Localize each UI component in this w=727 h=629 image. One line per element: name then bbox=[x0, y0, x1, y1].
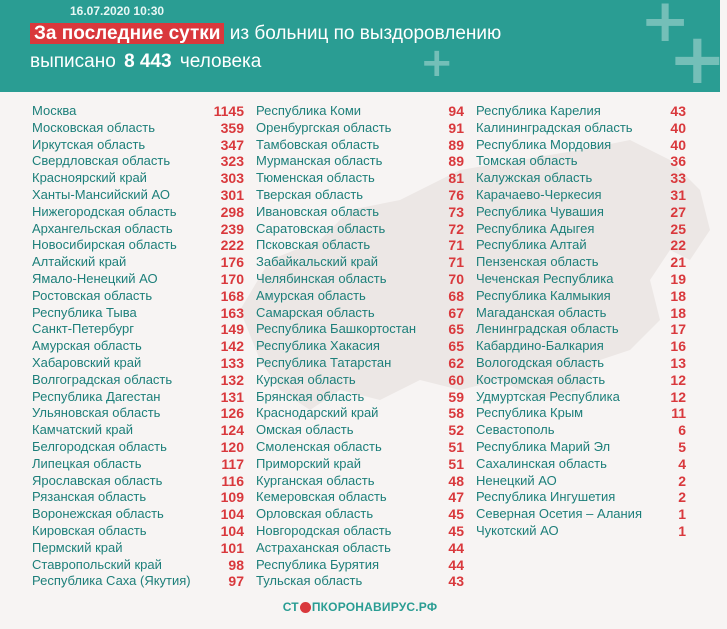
region-name: Новосибирская область bbox=[32, 237, 177, 253]
region-row bbox=[476, 456, 686, 473]
region-name: Ростовская область bbox=[32, 287, 153, 303]
region-row bbox=[256, 506, 464, 523]
region-row bbox=[32, 187, 244, 204]
region-row bbox=[256, 338, 464, 355]
region-value: 1 bbox=[678, 506, 686, 523]
region-row bbox=[256, 237, 464, 254]
region-name: Омская область bbox=[256, 422, 354, 438]
region-value: 11 bbox=[671, 405, 686, 422]
region-column-3 bbox=[476, 103, 686, 540]
region-row bbox=[256, 456, 464, 473]
region-value: 359 bbox=[220, 119, 244, 136]
region-value: 301 bbox=[220, 186, 244, 203]
region-value: 45 bbox=[448, 522, 464, 539]
region-row bbox=[32, 120, 244, 137]
logo-dot-icon bbox=[300, 602, 311, 613]
region-name: Хабаровский край bbox=[32, 354, 142, 370]
region-row bbox=[256, 389, 464, 406]
region-value: 31 bbox=[670, 186, 686, 203]
region-value: 51 bbox=[448, 455, 464, 472]
region-value: 104 bbox=[220, 506, 244, 523]
region-row bbox=[32, 573, 244, 590]
region-name: Республика Чувашия bbox=[476, 203, 604, 219]
region-name: Карачаево-Черкесия bbox=[476, 186, 602, 202]
region-value: 25 bbox=[670, 220, 686, 237]
region-name: Челябинская область bbox=[256, 270, 387, 286]
region-name: Республика Коми bbox=[256, 103, 362, 118]
region-name: Белгородская область bbox=[32, 438, 167, 454]
region-row bbox=[256, 305, 464, 322]
region-name: Красноярский край bbox=[32, 170, 147, 186]
region-name: Севастополь bbox=[476, 422, 555, 438]
region-row bbox=[256, 153, 464, 170]
region-value: 4 bbox=[678, 455, 686, 472]
region-name: Республика Калмыкия bbox=[476, 287, 611, 303]
region-value: 133 bbox=[220, 354, 244, 371]
region-row bbox=[256, 120, 464, 137]
region-row bbox=[476, 405, 686, 422]
region-row bbox=[256, 288, 464, 305]
region-row bbox=[476, 204, 686, 221]
region-name: Республика Мордовия bbox=[476, 136, 612, 152]
region-value: 98 bbox=[228, 556, 244, 573]
region-row bbox=[32, 389, 244, 406]
region-value: 170 bbox=[220, 270, 244, 287]
region-name: Курская область bbox=[256, 371, 356, 387]
region-name: Ульяновская область bbox=[32, 405, 161, 421]
region-row bbox=[32, 557, 244, 574]
region-value: 43 bbox=[670, 103, 686, 119]
region-name: Краснодарский край bbox=[256, 405, 379, 421]
region-name: Самарская область bbox=[256, 304, 375, 320]
region-name: Тульская область bbox=[256, 573, 363, 589]
region-name: Республика Карелия bbox=[476, 103, 601, 118]
region-row bbox=[32, 305, 244, 322]
region-row bbox=[32, 170, 244, 187]
region-row bbox=[256, 355, 464, 372]
region-name: Забайкальский край bbox=[256, 254, 379, 270]
region-name: Липецкая область bbox=[32, 455, 142, 471]
region-row bbox=[476, 305, 686, 322]
region-value: 48 bbox=[448, 472, 464, 489]
region-value: 40 bbox=[670, 119, 686, 136]
region-name: Новгородская область bbox=[256, 522, 392, 538]
region-name: Москва bbox=[32, 103, 77, 118]
headline-highlight: За последние сутки bbox=[30, 23, 224, 44]
region-column-1 bbox=[32, 103, 244, 590]
region-row bbox=[256, 523, 464, 540]
footer-logo-part2: ПКОРОНАВИРУС.РФ bbox=[311, 600, 438, 614]
region-name: Республика Марий Эл bbox=[476, 438, 611, 454]
region-name: Приморский край bbox=[256, 455, 361, 471]
region-row bbox=[32, 271, 244, 288]
region-name: Вологодская область bbox=[476, 354, 605, 370]
region-row bbox=[476, 338, 686, 355]
region-row bbox=[256, 439, 464, 456]
region-value: 109 bbox=[220, 489, 244, 506]
region-value: 6 bbox=[678, 422, 686, 439]
region-row bbox=[32, 153, 244, 170]
region-row bbox=[476, 372, 686, 389]
region-name: Санкт-Петербург bbox=[32, 321, 134, 337]
region-name: Орловская область bbox=[256, 506, 374, 522]
region-name: Амурская область bbox=[32, 338, 142, 354]
region-name: Астраханская область bbox=[256, 539, 391, 555]
region-value: 12 bbox=[670, 371, 686, 388]
region-value: 68 bbox=[448, 287, 464, 304]
region-name: Ярославская область bbox=[32, 472, 163, 488]
region-row bbox=[476, 254, 686, 271]
region-name: Республика Башкортостан bbox=[256, 321, 416, 337]
region-value: 142 bbox=[220, 338, 244, 355]
region-name: Республика Бурятия bbox=[256, 556, 380, 572]
headline-prefix: выписано bbox=[30, 51, 116, 72]
region-name: Чеченская Республика bbox=[476, 270, 614, 286]
region-name: Кабардино-Балкария bbox=[476, 338, 604, 354]
region-value: 116 bbox=[221, 472, 244, 489]
region-name: Томская область bbox=[476, 153, 578, 169]
region-row bbox=[476, 523, 686, 540]
headline-line-1 bbox=[30, 22, 501, 46]
region-name: Камчатский край bbox=[32, 422, 133, 438]
region-value: 124 bbox=[220, 422, 244, 439]
region-value: 33 bbox=[670, 170, 686, 187]
region-value: 303 bbox=[220, 170, 244, 187]
region-value: 89 bbox=[448, 136, 464, 153]
region-value: 73 bbox=[448, 203, 464, 220]
region-name: Мурманская область bbox=[256, 153, 383, 169]
region-value: 347 bbox=[220, 136, 244, 153]
region-row bbox=[476, 422, 686, 439]
region-value: 1 bbox=[678, 522, 686, 539]
region-name: Республика Дагестан bbox=[32, 388, 161, 404]
region-name: Ленинградская область bbox=[476, 321, 619, 337]
region-value: 59 bbox=[448, 388, 464, 405]
region-value: 36 bbox=[670, 153, 686, 170]
region-name: Курганская область bbox=[256, 472, 375, 488]
region-row bbox=[32, 103, 244, 120]
region-row bbox=[32, 439, 244, 456]
region-row bbox=[476, 237, 686, 254]
region-name: Калининградская область bbox=[476, 119, 633, 135]
region-name: Брянская область bbox=[256, 388, 365, 404]
region-row bbox=[256, 321, 464, 338]
region-name: Пензенская область bbox=[476, 254, 599, 270]
region-row bbox=[476, 271, 686, 288]
region-row bbox=[256, 422, 464, 439]
region-value: 45 bbox=[448, 506, 464, 523]
region-name: Калужская область bbox=[476, 170, 593, 186]
region-value: 239 bbox=[220, 220, 244, 237]
region-name: Иркутская область bbox=[32, 136, 146, 152]
region-name: Ивановская область bbox=[256, 203, 379, 219]
region-value: 89 bbox=[448, 153, 464, 170]
region-row bbox=[32, 288, 244, 305]
region-value: 18 bbox=[670, 304, 686, 321]
region-row bbox=[476, 355, 686, 372]
region-name: Тамбовская область bbox=[256, 136, 380, 152]
region-value: 222 bbox=[220, 237, 244, 254]
region-row bbox=[32, 506, 244, 523]
region-value: 67 bbox=[448, 304, 464, 321]
region-name: Нижегородская область bbox=[32, 203, 177, 219]
region-row bbox=[32, 489, 244, 506]
region-value: 21 bbox=[670, 254, 686, 271]
region-name: Республика Татарстан bbox=[256, 354, 392, 370]
region-name: Пермский край bbox=[32, 539, 123, 555]
region-name: Республика Адыгея bbox=[476, 220, 595, 236]
region-row bbox=[32, 456, 244, 473]
region-row bbox=[32, 254, 244, 271]
region-name: Свердловская область bbox=[32, 153, 171, 169]
region-value: 12 bbox=[670, 388, 686, 405]
region-name: Волгоградская область bbox=[32, 371, 173, 387]
headline-suffix: человека bbox=[179, 51, 262, 72]
region-name: Республика Саха (Якутия) bbox=[32, 573, 191, 589]
region-name: Республика Крым bbox=[476, 405, 584, 421]
header-banner bbox=[0, 0, 727, 100]
region-row bbox=[256, 137, 464, 154]
region-value: 70 bbox=[448, 270, 464, 287]
region-name: Оренбургская область bbox=[256, 119, 392, 135]
region-value: 27 bbox=[670, 203, 686, 220]
region-row bbox=[476, 170, 686, 187]
region-row bbox=[476, 120, 686, 137]
region-value: 47 bbox=[448, 489, 464, 506]
region-row bbox=[476, 103, 686, 120]
region-name: Костромская область bbox=[476, 371, 606, 387]
region-name: Псковская область bbox=[256, 237, 371, 253]
region-name: Воронежская область bbox=[32, 506, 164, 522]
region-name: Республика Хакасия bbox=[256, 338, 380, 354]
region-row bbox=[256, 221, 464, 238]
region-value: 126 bbox=[220, 405, 244, 422]
region-value: 94 bbox=[448, 103, 464, 119]
region-name: Республика Тыва bbox=[32, 304, 137, 320]
footer-logo-part1: СТ bbox=[282, 600, 299, 614]
region-row bbox=[256, 170, 464, 187]
region-row bbox=[32, 405, 244, 422]
region-row bbox=[476, 321, 686, 338]
region-value: 43 bbox=[448, 573, 464, 590]
date-time: 16.07.2020 10:30 bbox=[70, 4, 165, 18]
plus-decoration-icon: + bbox=[668, 18, 727, 100]
region-value: 62 bbox=[448, 354, 464, 371]
region-name: Кемеровская область bbox=[256, 489, 387, 505]
region-value: 22 bbox=[670, 237, 686, 254]
region-value: 17 bbox=[670, 321, 686, 338]
region-row bbox=[32, 372, 244, 389]
region-name: Саратовская область bbox=[256, 220, 386, 236]
region-value: 131 bbox=[220, 388, 244, 405]
region-value: 71 bbox=[448, 254, 464, 271]
region-row bbox=[256, 489, 464, 506]
region-row bbox=[476, 489, 686, 506]
region-value: 5 bbox=[678, 438, 686, 455]
region-name: Чукотский АО bbox=[476, 522, 559, 538]
region-name: Северная Осетия – Алания bbox=[476, 506, 642, 522]
region-value: 65 bbox=[448, 338, 464, 355]
region-row bbox=[476, 288, 686, 305]
region-value: 176 bbox=[220, 254, 244, 271]
region-value: 91 bbox=[448, 119, 464, 136]
region-value: 58 bbox=[448, 405, 464, 422]
region-name: Удмуртская Республика bbox=[476, 388, 620, 404]
region-value: 71 bbox=[448, 237, 464, 254]
region-value: 2 bbox=[678, 489, 686, 506]
region-name: Архангельская область bbox=[32, 220, 173, 236]
region-name: Алтайский край bbox=[32, 254, 127, 270]
region-value: 44 bbox=[448, 539, 464, 556]
region-row bbox=[256, 204, 464, 221]
region-row bbox=[256, 187, 464, 204]
region-row bbox=[32, 473, 244, 490]
region-name: Амурская область bbox=[256, 287, 366, 303]
region-value: 104 bbox=[220, 522, 244, 539]
region-name: Ненецкий АО bbox=[476, 472, 557, 488]
region-value: 120 bbox=[220, 438, 244, 455]
region-row bbox=[476, 187, 686, 204]
region-value: 2 bbox=[678, 472, 686, 489]
region-value: 149 bbox=[220, 321, 244, 338]
region-value: 52 bbox=[448, 422, 464, 439]
region-row bbox=[32, 422, 244, 439]
region-value: 18 bbox=[670, 287, 686, 304]
region-name: Ставропольский край bbox=[32, 556, 162, 572]
region-value: 117 bbox=[221, 455, 244, 472]
region-value: 1145 bbox=[213, 103, 244, 119]
region-row bbox=[476, 506, 686, 523]
region-name: Республика Алтай bbox=[476, 237, 587, 253]
region-value: 168 bbox=[220, 287, 244, 304]
region-row bbox=[476, 389, 686, 406]
region-name: Рязанская область bbox=[32, 489, 147, 505]
region-row bbox=[256, 254, 464, 271]
region-row bbox=[32, 321, 244, 338]
region-name: Смоленская область bbox=[256, 438, 382, 454]
region-name: Московская область bbox=[32, 119, 156, 135]
region-value: 97 bbox=[228, 573, 244, 590]
region-name: Ямало-Ненецкий АО bbox=[32, 270, 158, 286]
region-row bbox=[32, 137, 244, 154]
region-value: 16 bbox=[670, 338, 686, 355]
region-name: Республика Ингушетия bbox=[476, 489, 616, 505]
region-value: 323 bbox=[220, 153, 244, 170]
region-name: Сахалинская область bbox=[476, 455, 607, 471]
region-value: 132 bbox=[220, 371, 244, 388]
region-row bbox=[256, 372, 464, 389]
headline-rest: из больниц по выздоровлению bbox=[229, 23, 502, 44]
region-row bbox=[32, 204, 244, 221]
region-value: 13 bbox=[670, 354, 686, 371]
region-row bbox=[256, 540, 464, 557]
region-row bbox=[476, 221, 686, 238]
region-row bbox=[256, 473, 464, 490]
region-value: 44 bbox=[448, 556, 464, 573]
region-row bbox=[476, 473, 686, 490]
region-value: 101 bbox=[220, 539, 244, 556]
region-row bbox=[32, 338, 244, 355]
region-value: 40 bbox=[670, 136, 686, 153]
region-name: Магаданская область bbox=[476, 304, 607, 320]
region-value: 163 bbox=[220, 304, 244, 321]
footer-logo bbox=[0, 600, 720, 614]
region-row bbox=[476, 439, 686, 456]
headline-line-2 bbox=[30, 50, 261, 74]
region-value: 81 bbox=[448, 170, 464, 187]
region-value: 76 bbox=[448, 186, 464, 203]
total-recovered: 8 443 bbox=[124, 51, 172, 72]
region-row bbox=[476, 137, 686, 154]
region-row bbox=[32, 355, 244, 372]
plus-decoration-icon: + bbox=[640, 0, 691, 56]
region-row bbox=[256, 271, 464, 288]
region-row bbox=[256, 405, 464, 422]
region-row bbox=[256, 557, 464, 574]
region-name: Кировская область bbox=[32, 522, 147, 538]
region-name: Тюменская область bbox=[256, 170, 375, 186]
region-name: Ханты-Мансийский АО bbox=[32, 186, 170, 202]
region-row bbox=[32, 237, 244, 254]
region-value: 298 bbox=[220, 203, 244, 220]
region-row bbox=[32, 523, 244, 540]
region-value: 51 bbox=[448, 438, 464, 455]
region-value: 60 bbox=[448, 371, 464, 388]
region-row bbox=[256, 103, 464, 120]
region-value: 72 bbox=[448, 220, 464, 237]
region-column-2 bbox=[256, 103, 464, 590]
region-row bbox=[32, 221, 244, 238]
region-row bbox=[256, 573, 464, 590]
plus-decoration-icon: + bbox=[420, 40, 454, 86]
region-row bbox=[32, 540, 244, 557]
region-value: 65 bbox=[448, 321, 464, 338]
region-row bbox=[476, 153, 686, 170]
region-name: Тверская область bbox=[256, 186, 364, 202]
region-value: 19 bbox=[670, 270, 686, 287]
